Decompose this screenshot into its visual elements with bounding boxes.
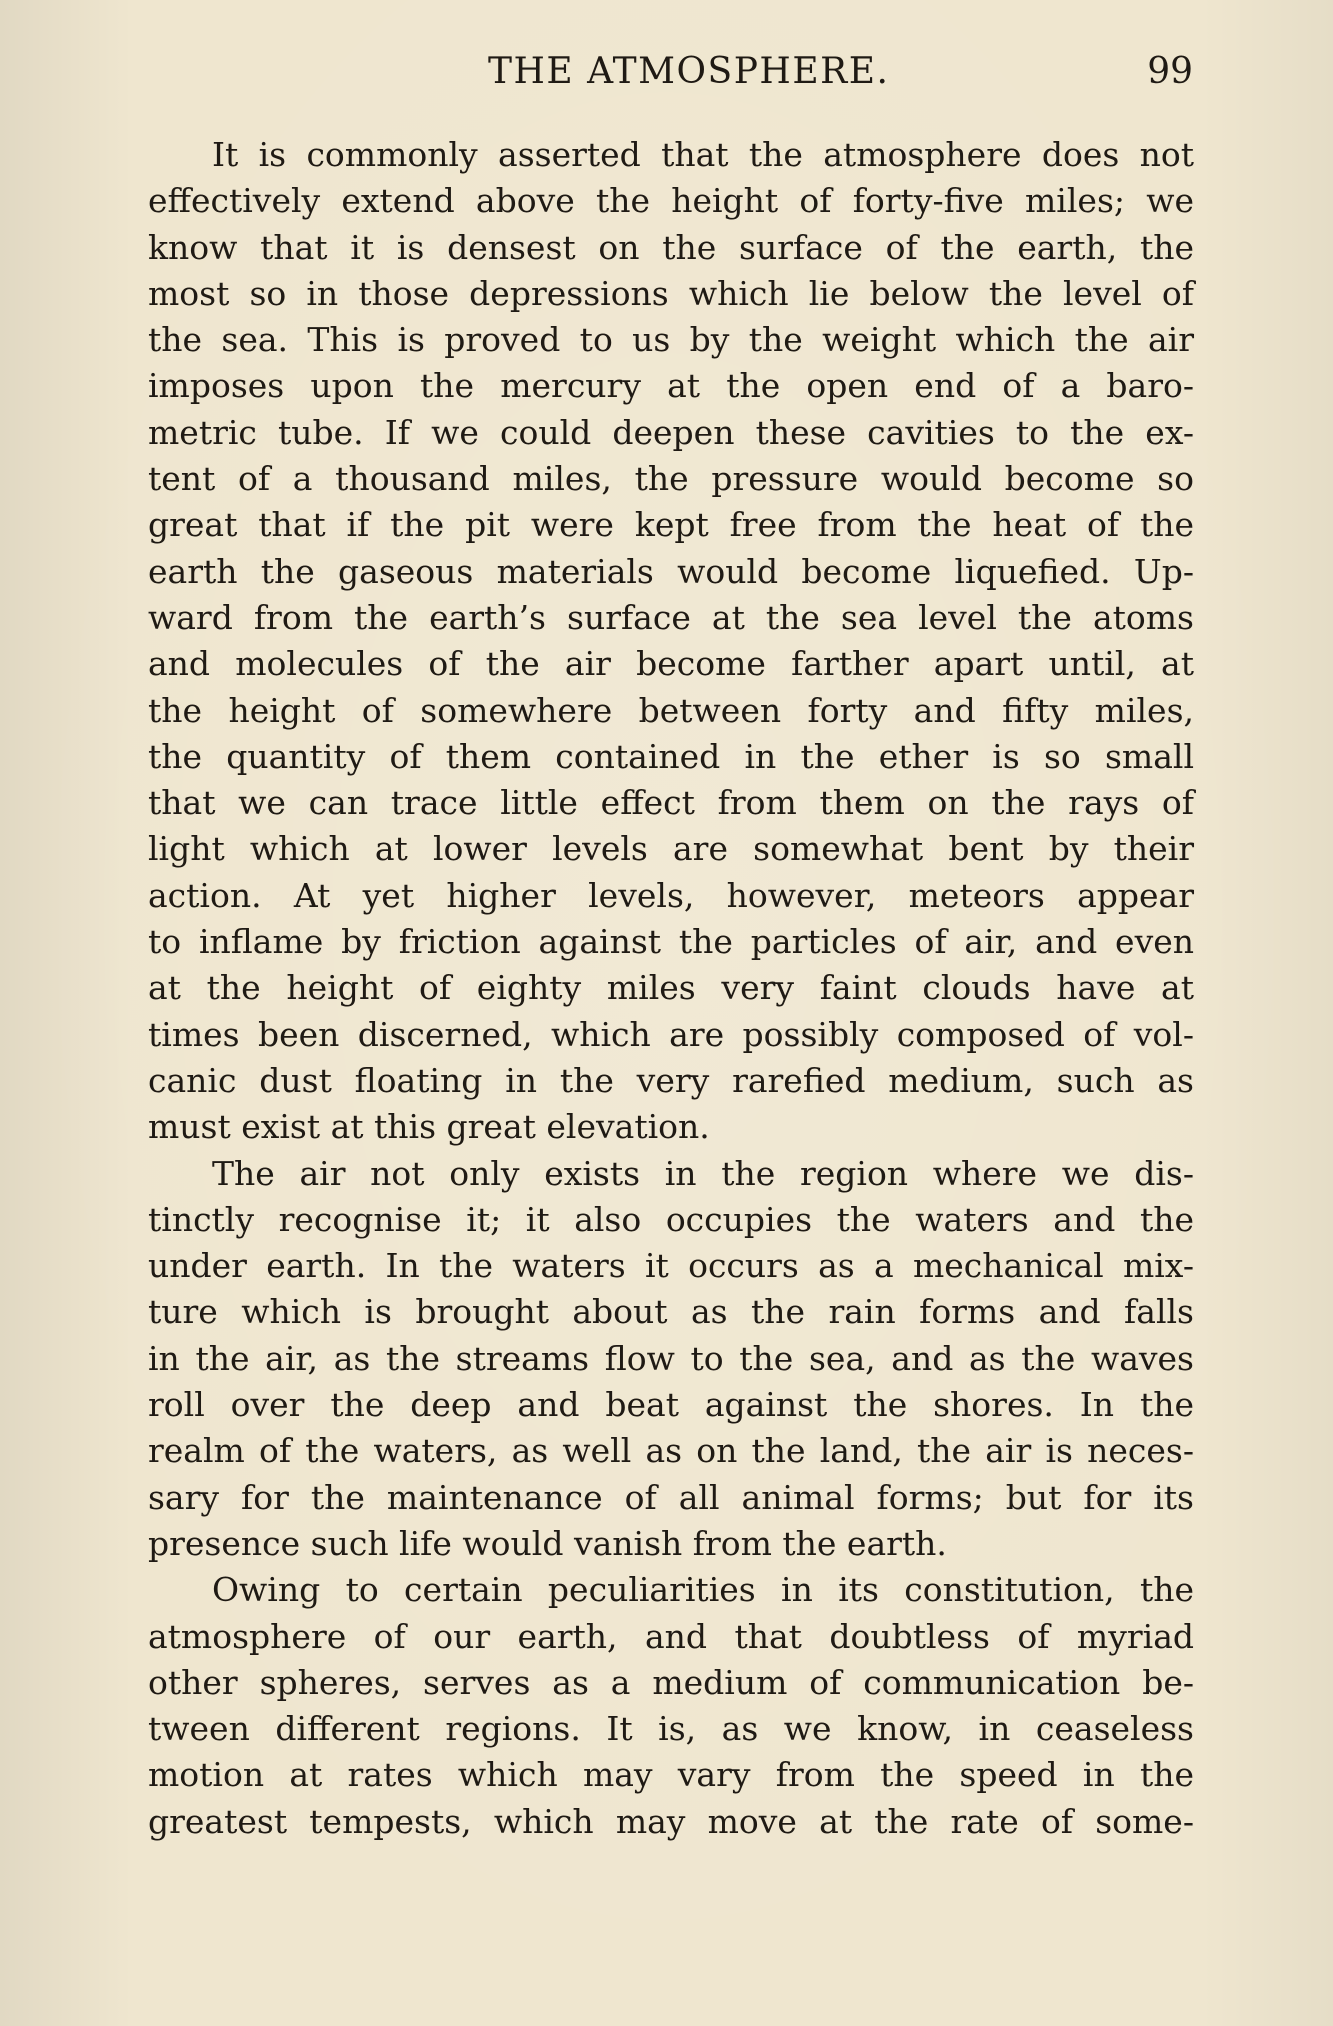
text-line: tinctly recognise it; it also occupies the waters and the bbox=[148, 1199, 1194, 1239]
text-line: the sea. This is proved to us by the weight which the air bbox=[148, 320, 1194, 360]
text-line: action. At yet higher levels, however, meteors appear bbox=[148, 875, 1194, 915]
text-line: sary for the maintenance of all animal forms; but for its bbox=[148, 1477, 1194, 1517]
text-line: greatest tempests, which may move at the rate of some- bbox=[148, 1801, 1194, 1841]
text-line: canic dust floating in the very rarefied medium, such as bbox=[148, 1060, 1194, 1100]
text-line: times been discerned, which are possibly composed of vol- bbox=[148, 1014, 1194, 1054]
text-line: other spheres, serves as a medium of communication be- bbox=[148, 1662, 1194, 1702]
text-line: that we can trace little effect from them on the rays of bbox=[148, 783, 1194, 823]
text-line: It is commonly asserted that the atmosphere does not bbox=[212, 135, 1194, 174]
text-line: the height of somewhere between forty and fifty miles, bbox=[148, 690, 1194, 730]
running-header bbox=[0, 46, 1333, 98]
text-line: light which at lower levels are somewhat bent by their bbox=[148, 829, 1194, 869]
text-line: ture which is brought about as the rain forms and falls bbox=[148, 1292, 1194, 1332]
text-line: motion at rates which may vary from the speed in the bbox=[148, 1755, 1194, 1795]
text-line: know that it is densest on the surface of the earth, the bbox=[148, 227, 1194, 267]
running-title: THE ATMOSPHERE. bbox=[488, 51, 890, 92]
text-line: the quantity of them contained in the ether is so small bbox=[148, 736, 1194, 776]
text-line: Owing to certain peculiarities in its constitution, the bbox=[212, 1570, 1194, 1610]
text-line: earth the gaseous materials would become liquefied. Up- bbox=[148, 551, 1194, 591]
body-text bbox=[148, 132, 1194, 1845]
text-line: imposes upon the mercury at the open end of a baro- bbox=[148, 366, 1194, 406]
text-line: ward from the earth’s surface at the sea level the atoms bbox=[148, 597, 1194, 637]
paragraph-1 bbox=[148, 132, 1194, 1151]
text-line: and molecules of the air become farther apart until, at bbox=[148, 644, 1194, 684]
text-line: atmosphere of our earth, and that doubtless of myriad bbox=[148, 1616, 1194, 1656]
text-line: realm of the waters, as well as on the land, the air is neces- bbox=[148, 1431, 1194, 1471]
text-line: most so in those depressions which lie below the level of bbox=[148, 273, 1194, 313]
text-line: The air not only exists in the region where we dis- bbox=[212, 1153, 1194, 1193]
paragraph-2 bbox=[148, 1151, 1194, 1568]
text-line: tween different regions. It is, as we know, in ceaseless bbox=[148, 1709, 1194, 1749]
paragraph-3 bbox=[148, 1567, 1194, 1845]
text-line: metric tube. If we could deepen these cavities to the ex- bbox=[148, 412, 1194, 452]
text-line: great that if the pit were kept free from the heat of the bbox=[148, 505, 1194, 545]
text-line: presence such life would vanish from the earth. bbox=[148, 1523, 947, 1563]
text-line: at the height of eighty miles very faint clouds have at bbox=[148, 968, 1194, 1008]
text-line: under earth. In the waters it occurs as a mechanical mix- bbox=[148, 1246, 1194, 1286]
page-number: 99 bbox=[1147, 51, 1193, 92]
text-line: roll over the deep and beat against the shores. In the bbox=[148, 1385, 1194, 1425]
text-line: effectively extend above the height of forty-five miles; we bbox=[148, 181, 1194, 221]
text-line: to inflame by friction against the particles of air, and even bbox=[148, 922, 1194, 962]
text-line: tent of a thousand miles, the pressure would become so bbox=[148, 459, 1194, 499]
text-line: in the air, as the streams flow to the sea, and as the waves bbox=[148, 1338, 1194, 1378]
text-line: must exist at this great elevation. bbox=[148, 1107, 710, 1147]
